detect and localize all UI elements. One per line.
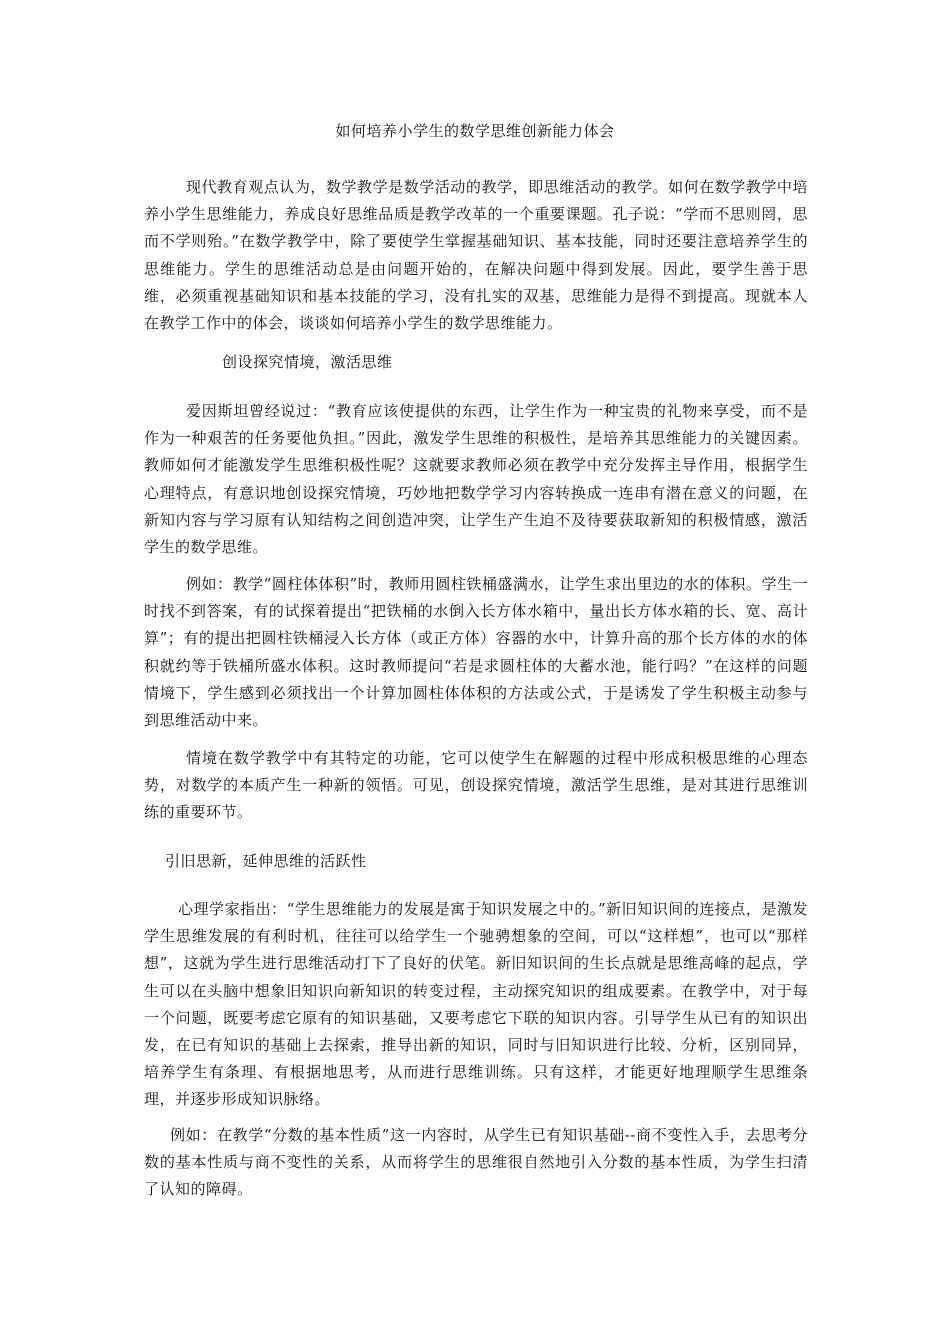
section2-paragraph-2: 例如：在教学“分数的基本性质”这一内容时，从学生已有知识基础--商不变性入手，去思考分数的基本性质与商不变性的关系，从而将学生的思维很自然地引入分数的基本性质，为学生扫清了认知的障碍。	[144, 1126, 808, 1199]
intro-paragraph: 现代教育观点认为，数学教学是数学活动的教学，即思维活动的教学。如何在数学教学中培养小学生思维能力，养成良好思维品质是教学改革的一个重要课题。孔子说：“学而不思则罔，思而不学则殆。”在数学教学中，除了要使学生掌握基础知识、基本技能，同时还要注意培养学生的思维能力。学生的思维活动总是由问题开始的，在解决问题中得到发展。因此，要学生善于思维，必须重视基础知识和基本技能的学习，没有扎实的双基，思维能力是得不到提高。现就本人在教学工作中的体会，谈谈如何培养小学生的数学思维能力。	[144, 178, 808, 333]
section-heading-2: 引旧思新，延伸思维的活跃性	[165, 852, 367, 870]
section1-paragraph-2: 例如：教学“圆柱体体积”时，教师用圆柱铁桶盛满水，让学生求出里边的水的体积。学生一时找不到答案，有的试探着提出“把铁桶的水倒入长方体水箱中，量出长方体水箱的长、宽、高计算”；有的提出把圆柱铁桶浸入长方体（或正方体）容器的水中，计算升高的那个长方体的水的体积就约等于铁桶所盛水体积。这时教师提问“若是求圆柱体的大蓄水池，能行吗？”在这样的问题情境下，学生感到必须找出一个计算加圆柱体体积的方法或公式，于是诱发了学生积极主动参与到思维活动中来。	[144, 575, 808, 730]
section-heading-1: 创设探究情境，激活思维	[222, 353, 393, 371]
section1-paragraph-1: 爱因斯坦曾经说过：“教育应该使提供的东西，让学生作为一种宝贵的礼物来享受，而不是作为一种艰苦的任务要他负担。”因此，激发学生思维的积极性，是培养其思维能力的关键因素。教师如何才能激发学生思维积极性呢？这就要求教师必须在教学中充分发挥主导作用，根据学生心理特点，有意识地创设探究情境，巧妙地把数学学习内容转换成一连串有潜在意义的问题，在新知内容与学习原有认知结构之间创造冲突，让学生产生迫不及待要获取新知的积极情感，激活学生的数学思维。	[144, 402, 808, 557]
section1-paragraph-3: 情境在数学教学中有其特定的功能，它可以使学生在解题的过程中形成积极思维的心理态势，对数学的本质产生一种新的领悟。可见，创设探究情境，激活学生思维，是对其进行思维训练的重要环节。	[144, 749, 808, 822]
section2-paragraph-1: 心理学家指出：“学生思维能力的发展是寓于知识发展之中的。”新旧知识间的连接点，是激发学生思维发展的有利时机，往往可以给学生一个驰骋想象的空间，可以“这样想”，也可以“那样想”，这就为学生进行思维活动打下了良好的伏笔。新旧知识间的生长点就是思维高峰的起点，学生可以在头脑中想象旧知识向新知识的转变过程，主动探究知识的组成要素。在教学中，对于每一个问题，既要考虑它原有的知识基础，又要考虑它下联的知识内容。引导学生从已有的知识出发，在已有知识的基础上去探索，推导出新的知识，同时与旧知识进行比较、分析，区别同异，培养学生有条理、有根据地思考，从而进行思维训练。只有这样，才能更好地理顺学生思维条理，并逐步形成知识脉络。	[144, 900, 808, 1109]
document-title: 如何培养小学生的数学思维创新能力体会	[335, 122, 615, 140]
